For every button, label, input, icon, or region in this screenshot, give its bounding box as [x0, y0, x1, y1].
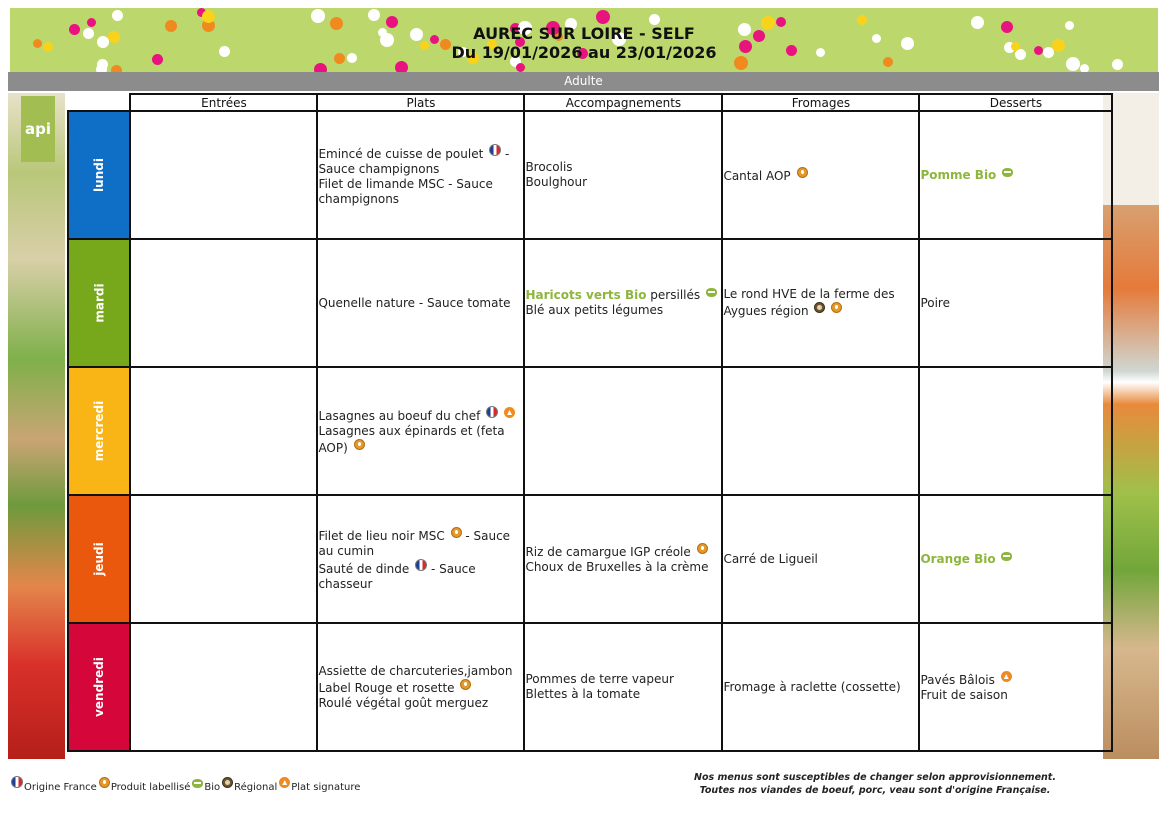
item-text: Pommes de terre vapeur — [525, 672, 674, 686]
note-line-2: Toutes nos viandes de boeuf, porc, veau sont d'origine Française. — [699, 785, 1051, 796]
menu-cell-fromages — [722, 495, 919, 623]
produit-labellise-icon — [354, 439, 365, 450]
menu-cell-entrees — [130, 239, 317, 367]
item-text: Brocolis — [525, 160, 573, 174]
day-row-lundi — [68, 111, 1112, 239]
day-name: mardi — [92, 283, 107, 323]
bio-icon — [192, 779, 203, 788]
day-name: jeudi — [92, 542, 107, 576]
item-text: Filet de limande MSC - Sauce champignons — [318, 176, 493, 206]
day-row-jeudi — [68, 495, 1112, 623]
menu-cell-accompagnements — [524, 111, 722, 239]
banner-dot — [516, 63, 525, 72]
regional-icon — [814, 302, 825, 313]
day-label-jeudi — [68, 495, 130, 623]
item-text: Pavés Bâlois — [920, 673, 995, 687]
menu-cell-plats — [317, 495, 524, 623]
menu-cell-fromages — [722, 111, 919, 239]
legend-item-plat-signature — [279, 782, 360, 793]
item-text: Assiette de charcuteries,jambon Label Rouge et rosette — [318, 663, 513, 695]
item-text: Filet de lieu noir MSC — [318, 528, 445, 543]
banner-dot — [311, 9, 325, 23]
menu-cell-desserts — [919, 111, 1112, 239]
menu-cell-fromages — [722, 239, 919, 367]
banner-dot — [112, 10, 123, 21]
bio-item-text: Orange Bio — [920, 551, 996, 566]
item-text: Choux de Bruxelles à la crème — [525, 560, 709, 574]
regional-icon — [222, 777, 233, 788]
menu-item — [525, 687, 721, 702]
produit-labellise-icon — [99, 777, 110, 788]
origine-france-icon — [415, 559, 427, 571]
banner-dot — [368, 9, 380, 21]
legend-item-origine-france — [11, 782, 97, 793]
menu-cell-desserts — [919, 367, 1112, 495]
corner-cell — [68, 94, 130, 111]
header-banner — [10, 8, 1158, 72]
bio-item-text: Haricots verts Bio — [525, 288, 647, 302]
menu-cell-plats — [317, 623, 524, 751]
section-bar: Adulte — [8, 72, 1159, 91]
item-text: Fromage à raclette (cossette) — [723, 679, 901, 694]
legend-label: Produit labellisé — [110, 782, 191, 793]
menu-item — [920, 552, 1111, 567]
item-text: persillés — [650, 288, 701, 302]
menu-cell-desserts — [919, 623, 1112, 751]
origine-france-icon — [486, 406, 498, 418]
origine-france-icon — [489, 144, 501, 156]
item-text: - Sauce chasseur — [318, 561, 476, 591]
item-text: Emincé de cuisse de poulet — [318, 146, 484, 161]
banner-dot — [111, 65, 122, 72]
item-text: Quenelle nature - Sauce tomate — [318, 295, 511, 310]
menu-item — [723, 287, 918, 319]
banner-dot — [596, 10, 610, 24]
bio-icon — [1002, 168, 1013, 177]
title-line-1: AUREC SUR LOIRE - SELF — [473, 24, 695, 43]
day-row-vendredi — [68, 623, 1112, 751]
menu-item — [318, 296, 523, 311]
produit-labellise-icon — [797, 167, 808, 178]
legend — [11, 776, 362, 795]
legend-item-produit-labellise — [99, 782, 191, 793]
day-row-mercredi — [68, 367, 1112, 495]
menu-cell-entrees — [130, 495, 317, 623]
item-text: Roulé végétal goût merguez — [318, 695, 489, 710]
day-label-lundi — [68, 111, 130, 239]
menu-item — [525, 560, 721, 575]
col-header-fromages: Fromages — [722, 94, 919, 111]
item-text: Blettes à la tomate — [525, 687, 641, 701]
menu-item — [920, 671, 1111, 688]
menu-cell-fromages — [722, 367, 919, 495]
menu-item — [723, 680, 918, 695]
legend-label: Origine France — [24, 782, 97, 793]
menu-item — [318, 696, 523, 711]
item-text: Boulghour — [525, 175, 588, 189]
menu-cell-plats — [317, 239, 524, 367]
produit-labellise-icon — [697, 543, 708, 554]
menu-item — [525, 672, 721, 687]
menu-cell-plats — [317, 111, 524, 239]
day-row-mardi — [68, 239, 1112, 367]
day-label-mercredi — [68, 367, 130, 495]
menu-item — [525, 175, 721, 190]
menu-item — [920, 688, 1111, 703]
legend-label: Régional — [234, 782, 278, 793]
col-header-desserts: Desserts — [919, 94, 1112, 111]
page-title — [10, 24, 1158, 62]
item-text: Sauté de dinde — [318, 561, 410, 576]
banner-dot — [1080, 64, 1089, 72]
day-label-mardi — [68, 239, 130, 367]
menu-table — [67, 93, 1113, 752]
menu-cell-entrees — [130, 111, 317, 239]
item-text: Lasagnes aux épinards et (feta AOP) — [318, 424, 505, 455]
menu-item — [318, 559, 523, 592]
title-line-2: Du 19/01/2026 au 23/01/2026 — [451, 43, 717, 62]
menu-cell-entrees — [130, 623, 317, 751]
origine-france-icon — [11, 776, 23, 788]
bio-icon — [706, 288, 717, 297]
item-text: Cantal AOP — [723, 168, 791, 183]
menu-item — [525, 543, 721, 560]
menu-cell-accompagnements — [524, 495, 722, 623]
plat-signature-icon — [1001, 671, 1012, 682]
header-row — [68, 94, 1112, 111]
item-text: Le rond HVE de la ferme des Aygues région — [723, 287, 895, 318]
legend-item-regional — [222, 782, 277, 793]
banner-dot — [314, 63, 327, 72]
col-header-plats: Plats — [317, 94, 524, 111]
notes — [650, 771, 1100, 797]
day-name: vendredi — [92, 657, 107, 717]
item-text: Blé aux petits légumes — [525, 303, 664, 317]
menu-cell-accompagnements — [524, 239, 722, 367]
legend-label: Plat signature — [291, 782, 361, 793]
day-name: lundi — [92, 158, 107, 192]
menu-item — [723, 552, 918, 567]
left-decoration-image — [8, 93, 65, 759]
menu-cell-plats — [317, 367, 524, 495]
produit-labellise-icon — [460, 679, 471, 690]
menu-item — [318, 406, 523, 424]
menu-cell-fromages — [722, 623, 919, 751]
bio-icon — [1001, 552, 1012, 561]
legend-label: Bio — [204, 782, 221, 793]
item-text: Poire — [920, 295, 950, 310]
menu-item — [525, 288, 721, 303]
produit-labellise-icon — [831, 302, 842, 313]
day-label-vendredi — [68, 623, 130, 751]
menu-cell-desserts — [919, 495, 1112, 623]
bio-item-text: Pomme Bio — [920, 167, 997, 182]
plat-signature-icon — [279, 777, 290, 788]
item-text: Lasagnes au boeuf du chef — [318, 409, 481, 423]
menu-item — [920, 168, 1111, 183]
api-logo: api — [21, 96, 55, 162]
menu-cell-accompagnements — [524, 623, 722, 751]
note-line-1: Nos menus sont susceptibles de changer selon approvisionnement. — [694, 772, 1056, 783]
plat-signature-icon — [504, 407, 515, 418]
menu-item — [920, 296, 1111, 311]
item-text: - Sauce champignons — [318, 146, 510, 176]
menu-item — [318, 527, 523, 559]
menu-item — [525, 160, 721, 175]
menu-item — [318, 664, 523, 696]
legend-item-bio — [192, 782, 220, 793]
produit-labellise-icon — [451, 527, 462, 538]
menu-cell-entrees — [130, 367, 317, 495]
menu-cell-desserts — [919, 239, 1112, 367]
menu-cell-accompagnements — [524, 367, 722, 495]
item-text: Fruit de saison — [920, 688, 1008, 702]
menu-item — [723, 167, 918, 184]
col-header-entrees: Entrées — [130, 94, 317, 111]
menu-item — [318, 144, 523, 177]
col-header-accompagnements: Accompagnements — [524, 94, 722, 111]
banner-dot — [395, 61, 408, 72]
menu-item — [318, 424, 523, 456]
item-text: Carré de Ligueil — [723, 551, 818, 566]
day-name: mercredi — [92, 400, 107, 462]
banner-dot — [202, 10, 215, 23]
menu-item — [525, 303, 721, 318]
item-text: - Sauce au cumin — [318, 528, 511, 558]
menu-item — [318, 177, 523, 207]
menu-body — [68, 111, 1112, 751]
item-text: Riz de camargue IGP créole — [525, 545, 691, 559]
